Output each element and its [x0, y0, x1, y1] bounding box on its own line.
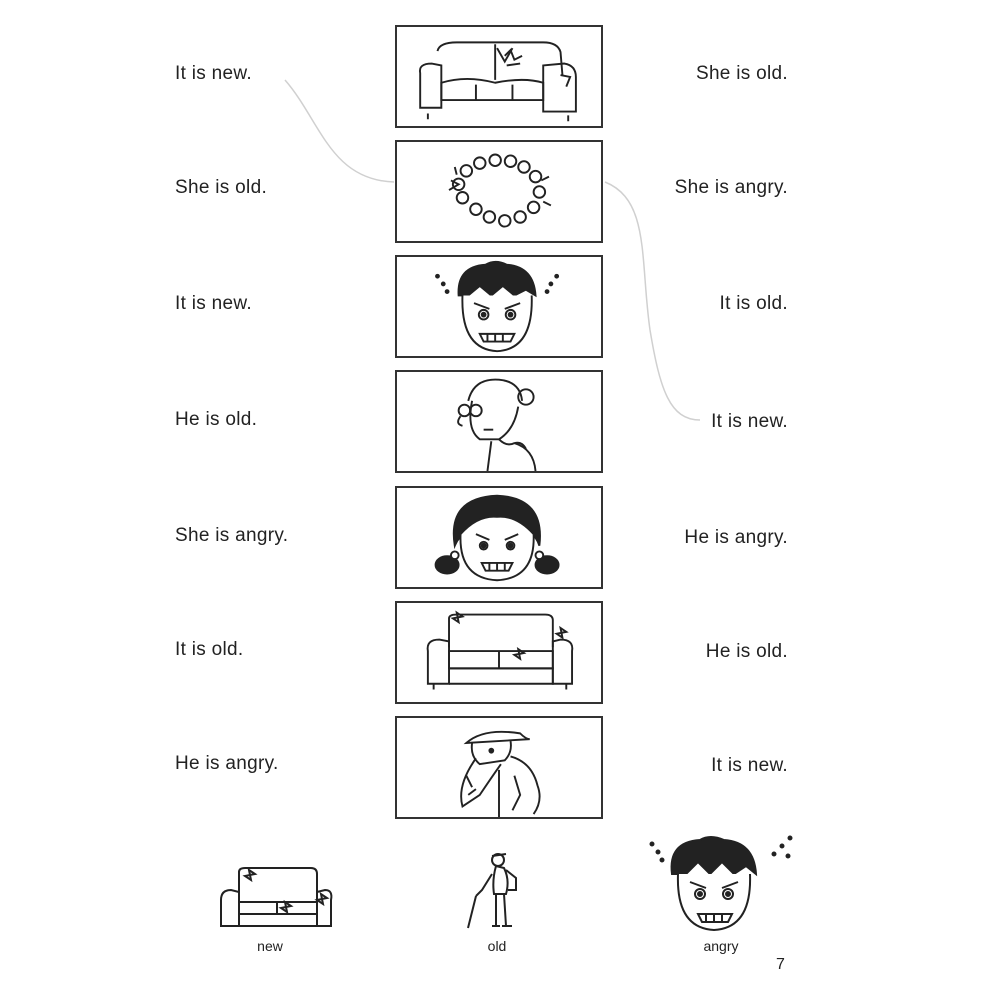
new-sofa-icon — [215, 862, 335, 934]
angry-girl-icon — [397, 488, 601, 587]
new-sofa-icon — [397, 603, 601, 702]
old-man-with-cane-icon — [462, 850, 532, 930]
picture-old-necklace — [395, 140, 603, 243]
old-sofa-icon — [397, 27, 601, 126]
right-phrase-2: She is angry. — [674, 177, 788, 198]
right-phrase-3: It is old. — [719, 293, 788, 314]
right-phrase-5: He is angry. — [684, 527, 788, 548]
left-phrase-5: She is angry. — [175, 525, 289, 546]
picture-old-woman — [395, 370, 603, 473]
old-woman-icon — [397, 372, 601, 471]
left-phrase-7: He is angry. — [175, 753, 279, 774]
angry-boy-icon — [397, 257, 601, 356]
left-phrase-3: It is new. — [175, 293, 252, 314]
picture-old-sofa — [395, 25, 603, 128]
picture-angry-boy — [395, 255, 603, 358]
right-phrase-4: It is new. — [711, 411, 788, 432]
match-line-2 — [605, 182, 700, 420]
legend-new — [215, 862, 335, 934]
page-number: 7 — [776, 956, 785, 973]
picture-old-man — [395, 716, 603, 819]
legend-old — [462, 850, 532, 930]
left-phrase-4: He is old. — [175, 409, 258, 430]
angry-face-icon — [648, 832, 798, 934]
left-phrase-1: It is new. — [175, 63, 252, 84]
picture-angry-girl — [395, 486, 603, 589]
old-necklace-icon — [397, 142, 601, 241]
right-phrase-7: It is new. — [711, 755, 788, 776]
legend-label-new: new — [257, 938, 283, 954]
legend-label-angry: angry — [703, 938, 739, 954]
right-phrase-6: He is old. — [705, 641, 788, 662]
match-line-1 — [285, 80, 394, 182]
picture-new-sofa — [395, 601, 603, 704]
legend-angry — [648, 832, 798, 934]
left-phrase-2: She is old. — [175, 177, 268, 198]
right-phrase-1: She is old. — [695, 63, 788, 84]
left-phrase-6: It is old. — [175, 639, 244, 660]
old-man-icon — [397, 718, 601, 817]
legend-label-old: old — [487, 938, 507, 954]
